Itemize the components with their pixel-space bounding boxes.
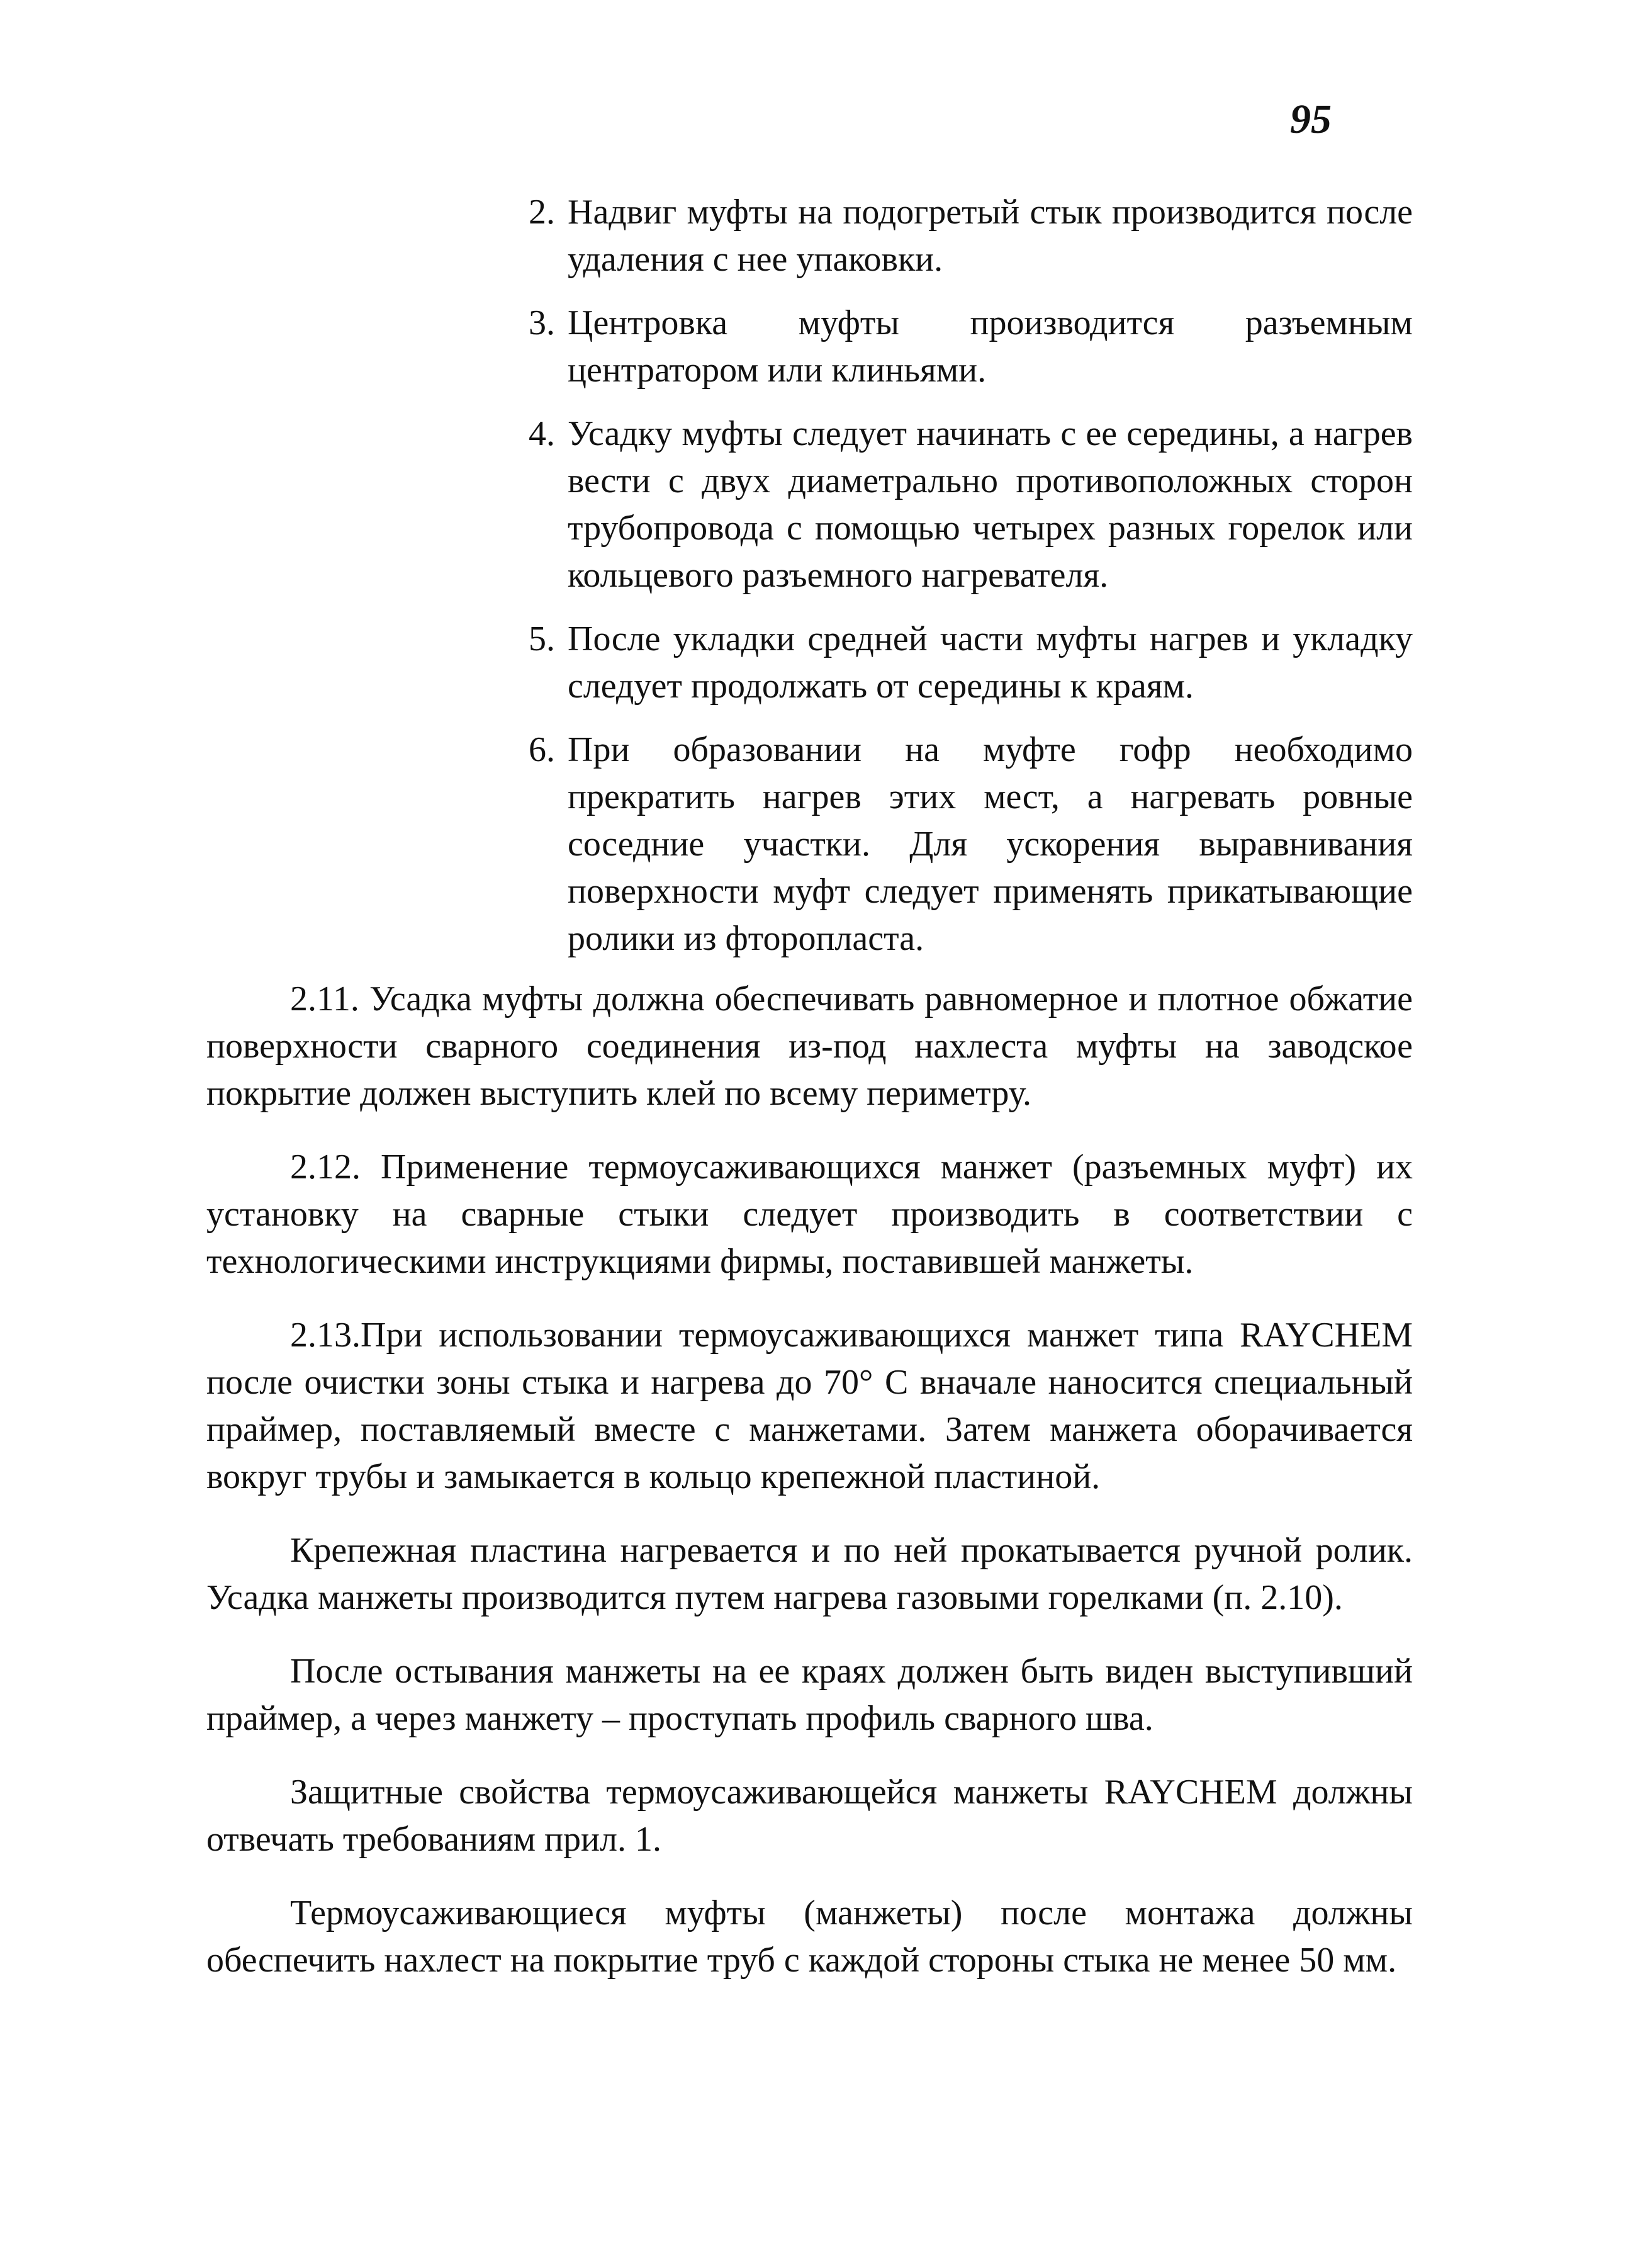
list-item-number: 5. <box>529 619 555 658</box>
list-item-number: 6. <box>529 730 555 769</box>
list-item-number: 4. <box>529 414 555 453</box>
main-text <box>206 976 1413 2011</box>
list-item-number: 2. <box>529 193 555 232</box>
paragraph-2-12: 2.12. Применение термоусаживающихся манжет (разъемных муфт) их установку на сварные стыки следует производить в соответствии с технологическими инструкциями фирмы, поставившей манжеты. <box>206 1148 1413 1281</box>
list-item <box>529 726 1413 962</box>
paragraph: После остывания манжеты на ее краях должен быть виден выступивший праймер, а через манжету – проступать профиль сварного шва. <box>206 1652 1413 1738</box>
page-number: 95 <box>1290 96 1332 142</box>
paragraph: Крепежная пластина нагревается и по ней прокатывается ручной ролик. Усадка манжеты производится путем нагрева газовыми горелками (п. 2.10). <box>206 1531 1413 1617</box>
list-item-text: После укладки средней части муфты нагрев и укладку следует продолжать от середины к краям. <box>568 619 1413 706</box>
list-item <box>529 616 1413 710</box>
paragraph-2-13: 2.13.При использовании термоусаживающихся манжет типа RAYCHEM после очистки зоны стыка и нагрева до 70° С вначале наносится специальный праймер, поставляемый вместе с манжетами. Затем манжета оборачивается вокруг трубы и замыкается в кольцо крепежной пластиной. <box>206 1316 1413 1496</box>
list-item <box>529 410 1413 599</box>
list-item-text: Надвиг муфты на подогретый стык производится после удаления с нее упаковки. <box>568 193 1413 279</box>
list-item-text: Усадку муфты следует начинать с ее середины, а нагрев вести с двух диаметрально противоположных сторон трубопровода с помощью четырех разных горелок или кольцевого разъемного нагревателя. <box>568 414 1413 595</box>
list-item-text: Центровка муфты производится разъемным центратором или клиньями. <box>568 303 1413 390</box>
list-item-number: 3. <box>529 303 555 342</box>
list-item <box>529 189 1413 283</box>
paragraph-2-11: 2.11. Усадка муфты должна обеспечивать равномерное и плотное обжатие поверхности сварного соединения из-под нахлеста муфты на заводское покрытие должен выступить клей по всему периметру. <box>206 979 1413 1113</box>
list-item <box>529 300 1413 394</box>
paragraph: Защитные свойства термоусаживающейся манжеты RAYCHEM должны отвечать требованиям прил. 1. <box>206 1773 1413 1859</box>
procedure-list <box>529 189 1413 979</box>
list-item-text: При образовании на муфте гофр необходимо прекратить нагрев этих мест, а нагревать ровные соседние участки. Для ускорения выравнивания поверхности муфт следует применять прикатывающие ролики из фторопласта. <box>568 730 1413 958</box>
paragraph: Термоусаживающиеся муфты (манжеты) после монтажа должны обеспечить нахлест на покрытие труб с каждой стороны стыка не менее 50 мм. <box>206 1893 1413 1980</box>
